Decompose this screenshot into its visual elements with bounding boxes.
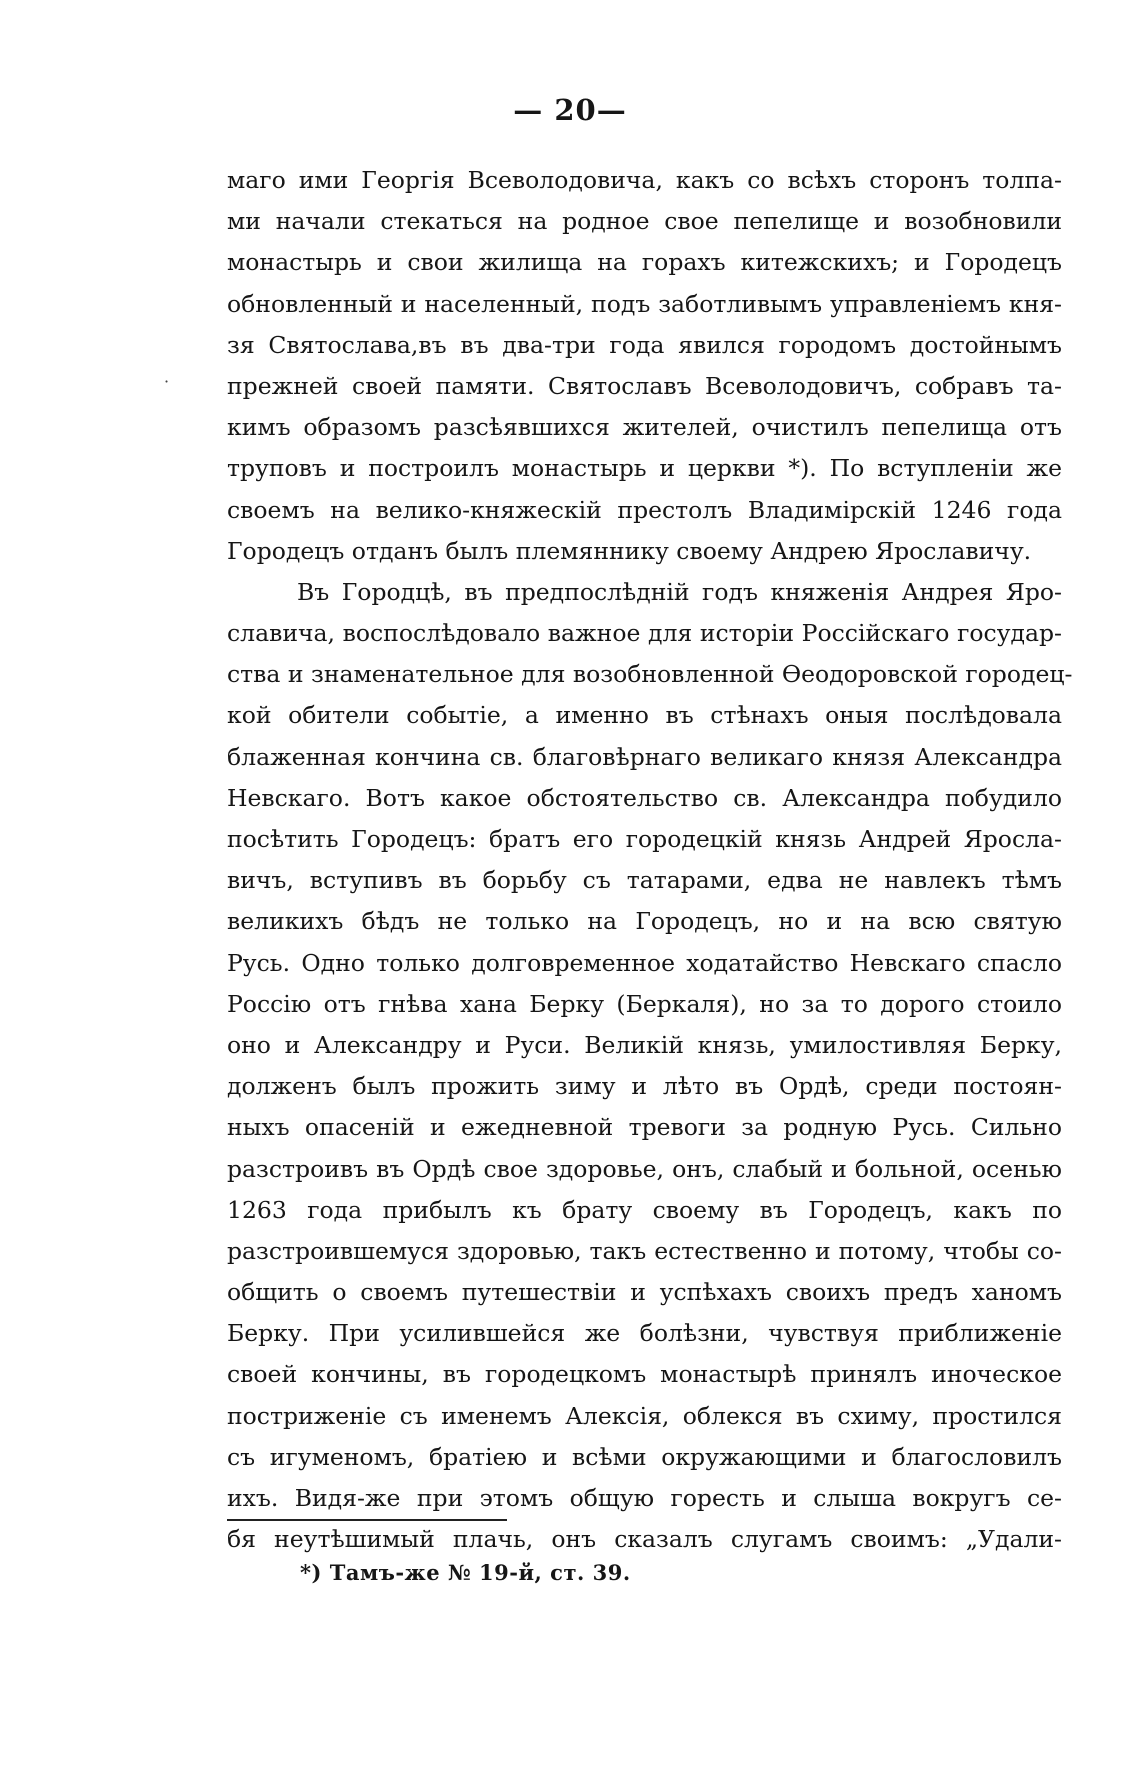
text-line: кой обители событіе, а именно въ стѣнахъ оныя послѣдовала bbox=[227, 701, 1062, 730]
text-line: ства и знаменательное для возобновленной Ѳеодоровской городец- bbox=[227, 660, 1073, 689]
text-line: оно и Александру и Руси. Великій князь, умилостивляя Берку, bbox=[227, 1030, 1062, 1059]
text-line: разстроившемуся здоровью, такъ естественно и потому, чтобы со- bbox=[227, 1236, 1062, 1265]
footnote-divider bbox=[227, 1519, 507, 1521]
text-line: Невскаго. Вотъ какое обстоятельство св. Александра побудило bbox=[227, 783, 1062, 812]
page-number: — 20— bbox=[513, 93, 627, 127]
text-line: славича, воспослѣдовало важное для исторіи Россійскаго государ- bbox=[227, 619, 1062, 648]
text-line: зя Святослава,въ въ два-три года явился городомъ достойнымъ bbox=[227, 330, 1062, 359]
text-line: 1263 года прибылъ къ брату своему въ Городецъ, какъ по bbox=[227, 1195, 1062, 1224]
text-line: блаженная кончина св. благовѣрнаго великаго князя Александра bbox=[227, 742, 1062, 771]
text-line: своемъ на велико-княжескій престолъ Владимірскій 1246 года bbox=[227, 495, 1062, 524]
text-line: великихъ бѣдъ не только на Городецъ, но и на всю святую bbox=[227, 907, 1062, 936]
text-line: съ игуменомъ, братіею и всѣми окружающими и благословилъ bbox=[227, 1442, 1062, 1471]
text-line: маго ими Георгія Всеволодовича, какъ со всѣхъ сторонъ толпа- bbox=[227, 166, 1062, 194]
paragraph-start-line: Въ Городцѣ, въ предпослѣдній годъ княженія Андрея Яро- bbox=[297, 577, 1062, 606]
text-line: ныхъ опасеній и ежедневной тревоги за родную Русь. Сильно bbox=[227, 1113, 1062, 1142]
text-line: труповъ и построилъ монастырь и церкви *). По вступленіи же bbox=[227, 454, 1062, 483]
text-line: своей кончины, въ городецкомъ монастырѣ принялъ иноческое bbox=[227, 1360, 1062, 1389]
text-line: Россію отъ гнѣва хана Берку (Беркаля), но за то дорого стоило bbox=[227, 989, 1062, 1018]
text-line: Берку. При усилившейся же болѣзни, чувствуя приближеніе bbox=[227, 1319, 1062, 1348]
text-line: кимъ образомъ разсѣявшихся жителей, очистилъ пепелища отъ bbox=[227, 413, 1062, 442]
body-text bbox=[227, 160, 1073, 1560]
text-line: вичъ, вступивъ въ борьбу съ татарами, едва не навлекъ тѣмъ bbox=[227, 866, 1062, 895]
text-line: Русь. Одно только долговременное ходатайство Невскаго спасло bbox=[227, 948, 1062, 977]
margin-mark: · bbox=[164, 372, 170, 391]
text-line: обновленный и населенный, подъ заботливымъ управленіемъ кня- bbox=[227, 289, 1062, 318]
text-line: ми начали стекаться на родное свое пепелище и возобновили bbox=[227, 207, 1062, 236]
text-line: Городецъ отданъ былъ племяннику своему Андрею Ярославичу. bbox=[227, 536, 1032, 565]
text-line: прежней своей памяти. Святославъ Всеволодовичъ, собравъ та- bbox=[227, 371, 1062, 400]
footnote: *) Тамъ-же № 19-й, ст. 39. bbox=[300, 1560, 631, 1585]
text-line: постриженіе съ именемъ Алексія, облекся въ схиму, простился bbox=[227, 1401, 1062, 1430]
text-line: общить о своемъ путешествіи и успѣхахъ своихъ предъ ханомъ bbox=[227, 1278, 1062, 1307]
text-line: монастырь и свои жилища на горахъ китежскихъ; и Городецъ bbox=[227, 248, 1062, 277]
text-line: бя неутѣшимый плачь, онъ сказалъ слугамъ своимъ: „Удали- bbox=[227, 1525, 1062, 1554]
text-line: ихъ. Видя-же при этомъ общую горесть и слыша вокругъ се- bbox=[227, 1484, 1062, 1512]
text-line: посѣтить Городецъ: братъ его городецкій князь Андрей Яросла- bbox=[227, 825, 1062, 853]
text-line: разстроивъ въ Ордѣ свое здоровье, онъ, слабый и больной, осенью bbox=[227, 1154, 1062, 1183]
text-line: долженъ былъ прожить зиму и лѣто въ Ордѣ, среди постоян- bbox=[227, 1072, 1062, 1101]
